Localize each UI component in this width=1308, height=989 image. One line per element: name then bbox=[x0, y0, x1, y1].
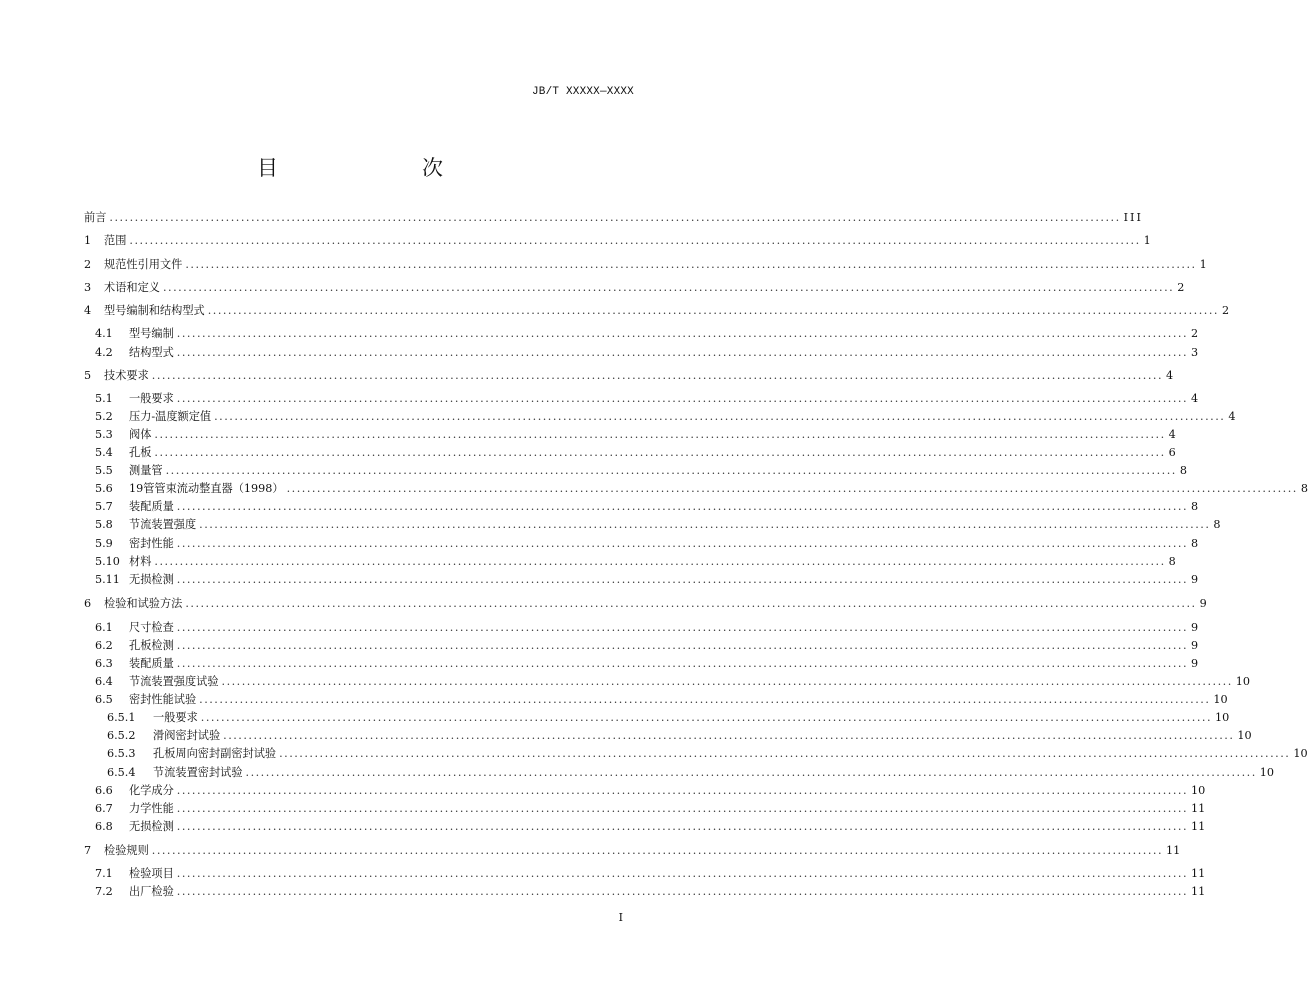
toc-entry-number: 4.1 bbox=[95, 327, 113, 340]
toc-dot-leader: ........................................................................................................................................................................................................ bbox=[176, 820, 1189, 833]
toc-entry-page: 10 bbox=[1191, 784, 1206, 797]
toc-entry[interactable] bbox=[95, 408, 1236, 426]
toc-entry-title: 技术要求 bbox=[104, 369, 149, 382]
toc-entry-title: 检验规则 bbox=[104, 844, 149, 857]
toc-entry-number: 5.2 bbox=[95, 410, 113, 423]
toc-entry-page: 8 bbox=[1213, 518, 1221, 531]
toc-entry[interactable] bbox=[107, 764, 1275, 782]
toc-entry-page: 10 bbox=[1237, 729, 1252, 742]
toc-entry-title: 节流装置强度试验 bbox=[129, 675, 219, 688]
toc-entry[interactable] bbox=[95, 655, 1199, 673]
toc-entry-title: 出厂检验 bbox=[129, 885, 174, 898]
toc-dot-leader: ........................................................................................................................................................................................................ bbox=[279, 747, 1291, 760]
toc-entry-page: 11 bbox=[1191, 885, 1206, 898]
toc-entry-number: 5.3 bbox=[95, 428, 113, 441]
toc-entry-title: 型号编制 bbox=[129, 327, 174, 340]
toc-entry-title: 结构型式 bbox=[129, 346, 174, 359]
toc-entry-title: 19管管束流动整直器（1998） bbox=[129, 482, 284, 495]
toc-entry-page: 8 bbox=[1191, 500, 1199, 513]
toc-entry-number: 1 bbox=[84, 234, 92, 247]
toc-entry-page: 10 bbox=[1293, 747, 1308, 760]
toc-entry-number: 6 bbox=[84, 597, 92, 610]
toc-entry-title: 材料 bbox=[129, 555, 152, 568]
toc-entry-page: 4 bbox=[1168, 428, 1176, 441]
toc-entry-page: 4 bbox=[1191, 392, 1199, 405]
toc-entry-page: 2 bbox=[1221, 304, 1230, 317]
toc-entry-number: 5.4 bbox=[95, 446, 113, 459]
toc-dot-leader: ........................................................................................................................................................................................................ bbox=[176, 346, 1189, 359]
toc-entry-number: 6.8 bbox=[95, 820, 113, 833]
toc-entry-title: 检验项目 bbox=[129, 867, 174, 880]
toc-entry-page: 10 bbox=[1213, 693, 1228, 706]
toc-entry-page: 2 bbox=[1177, 281, 1185, 294]
toc-entry[interactable] bbox=[95, 691, 1228, 709]
toc-entry-number: 5.6 bbox=[95, 482, 113, 495]
toc-entry[interactable] bbox=[95, 673, 1251, 691]
toc-dot-leader: ........................................................................................................................................................................................................ bbox=[151, 844, 1164, 857]
toc-dot-leader: ........................................................................................................................................................................................................ bbox=[176, 657, 1189, 670]
toc-dot-leader: ........................................................................................................................................................................................................ bbox=[154, 555, 1166, 568]
toc-dot-leader: ........................................................................................................................................................................................................ bbox=[207, 304, 1219, 317]
toc-dot-leader: ........................................................................................................................................................................................................ bbox=[176, 784, 1189, 797]
toc-entry-page: 11 bbox=[1191, 867, 1206, 880]
toc-entry-number: 2 bbox=[84, 258, 92, 271]
toc-dot-leader: ........................................................................................................................................................................................................ bbox=[176, 573, 1189, 586]
toc-entry[interactable] bbox=[95, 390, 1199, 408]
toc-entry-number: 6.4 bbox=[95, 675, 113, 688]
toc-entry[interactable] bbox=[95, 498, 1199, 516]
toc-entry-number: 6.7 bbox=[95, 802, 113, 815]
toc-entry-title: 节流装置密封试验 bbox=[153, 766, 243, 779]
document-code: JB/T XXXXX—XXXX bbox=[531, 86, 634, 98]
toc-dot-leader: ........................................................................................................................................................................................................ bbox=[176, 621, 1189, 634]
toc-entry-page: 6 bbox=[1168, 446, 1176, 459]
toc-entry-title: 型号编制和结构型式 bbox=[104, 304, 205, 317]
toc-entry[interactable] bbox=[84, 302, 1230, 320]
toc-entry-number: 6.6 bbox=[95, 784, 113, 797]
toc-entry-number: 5.8 bbox=[95, 518, 113, 531]
toc-entry-number: 5.11 bbox=[95, 573, 120, 586]
toc-dot-leader: ........................................................................................................................................................................................................ bbox=[151, 369, 1164, 382]
toc-dot-leader: ........................................................................................................................................................................................................ bbox=[176, 802, 1189, 815]
toc-entry[interactable] bbox=[95, 535, 1199, 553]
toc-dot-leader: ........................................................................................................................................................................................................ bbox=[176, 885, 1189, 898]
toc-entry-page: 3 bbox=[1191, 346, 1199, 359]
toc-entry-title: 阀体 bbox=[129, 428, 152, 441]
toc-dot-leader: ........................................................................................................................................................................................................ bbox=[176, 867, 1189, 880]
toc-dot-leader: ........................................................................................................................................................................................................ bbox=[154, 428, 1166, 441]
toc-entry-page: 9 bbox=[1199, 597, 1207, 610]
toc-entry[interactable] bbox=[95, 619, 1199, 637]
toc-entry-page: III bbox=[1123, 211, 1143, 224]
toc-dot-leader: ........................................................................................................................................................................................................ bbox=[223, 729, 1235, 742]
toc-entry[interactable] bbox=[95, 818, 1206, 836]
toc-entry[interactable] bbox=[95, 637, 1199, 655]
toc-entry-title: 无损检测 bbox=[129, 573, 174, 586]
toc-entry-title: 尺寸检查 bbox=[129, 621, 174, 634]
toc-entry-number: 7 bbox=[84, 844, 92, 857]
toc-entry-number: 5.5 bbox=[95, 464, 113, 477]
toc-entry-title: 孔板检测 bbox=[129, 639, 174, 652]
toc-entry-title: 压力-温度额定值 bbox=[129, 410, 212, 423]
toc-title: 目 次 bbox=[257, 156, 477, 180]
toc-dot-leader: ........................................................................................................................................................................................................ bbox=[199, 693, 1211, 706]
toc-entry-number: 6.5.2 bbox=[107, 729, 136, 742]
toc-entry-number: 6.5.4 bbox=[107, 766, 136, 779]
toc-entry-page: 8 bbox=[1300, 482, 1308, 495]
toc-entry-page: 8 bbox=[1191, 537, 1199, 550]
toc-entry[interactable] bbox=[95, 553, 1176, 571]
toc-entry-number: 5.1 bbox=[95, 392, 113, 405]
toc-entry-title: 装配质量 bbox=[129, 657, 174, 670]
toc-entry-number: 3 bbox=[84, 281, 92, 294]
toc-dot-leader: ........................................................................................................................................................................................................ bbox=[176, 392, 1189, 405]
toc-entry-number: 6.3 bbox=[95, 657, 113, 670]
toc-entry-number: 6.2 bbox=[95, 639, 113, 652]
toc-entry-number: 6.1 bbox=[95, 621, 113, 634]
toc-entry[interactable] bbox=[107, 745, 1308, 763]
toc-entry[interactable] bbox=[95, 444, 1176, 462]
toc-entry-page: 11 bbox=[1166, 844, 1181, 857]
toc-entry-page: 1 bbox=[1199, 258, 1207, 271]
toc-dot-leader: ........................................................................................................................................................................................................ bbox=[109, 211, 1121, 224]
toc-dot-leader: ........................................................................................................................................................................................................ bbox=[245, 766, 1257, 779]
toc-entry[interactable] bbox=[84, 256, 1207, 274]
toc-entry-page: 4 bbox=[1228, 410, 1236, 423]
toc-entry[interactable] bbox=[84, 842, 1181, 860]
toc-entry[interactable] bbox=[107, 727, 1252, 745]
toc-entry-title: 术语和定义 bbox=[104, 281, 160, 294]
toc-dot-leader: ........................................................................................................................................................................................................ bbox=[185, 597, 1197, 610]
toc-entry-page: 8 bbox=[1179, 464, 1187, 477]
toc-dot-leader: ........................................................................................................................................................................................................ bbox=[154, 446, 1166, 459]
toc-entry-title: 一般要求 bbox=[129, 392, 174, 405]
toc-entry[interactable] bbox=[95, 865, 1206, 883]
toc-entry[interactable] bbox=[95, 571, 1199, 589]
toc-entry-number: 5.7 bbox=[95, 500, 113, 513]
toc-entry[interactable] bbox=[84, 367, 1174, 385]
toc-dot-leader: ........................................................................................................................................................................................................ bbox=[162, 281, 1175, 294]
toc-entry[interactable] bbox=[84, 279, 1185, 297]
toc-dot-leader: ........................................................................................................................................................................................................ bbox=[286, 482, 1298, 495]
toc-entry-page: 9 bbox=[1191, 657, 1199, 670]
toc-dot-leader: ........................................................................................................................................................................................................ bbox=[176, 639, 1189, 652]
toc-entry[interactable] bbox=[95, 462, 1187, 480]
toc-entry-number: 7.1 bbox=[95, 867, 113, 880]
toc-entry[interactable] bbox=[95, 883, 1206, 901]
toc-entry-page: 10 bbox=[1215, 711, 1230, 724]
page-number: I bbox=[618, 911, 623, 924]
toc-entry-number: 4.2 bbox=[95, 346, 113, 359]
toc-entry-page: 10 bbox=[1259, 766, 1275, 779]
toc-entry-number: 5.10 bbox=[95, 555, 120, 568]
toc-dot-leader: ........................................................................................................................................................................................................ bbox=[176, 500, 1189, 513]
toc-entry-title: 节流装置强度 bbox=[129, 518, 197, 531]
toc-entry-number: 6.5 bbox=[95, 693, 113, 706]
toc-entry-title: 一般要求 bbox=[153, 711, 198, 724]
toc-entry-title: 孔板 bbox=[129, 446, 152, 459]
toc-dot-leader: ........................................................................................................................................................................................................ bbox=[221, 675, 1233, 688]
toc-entry[interactable] bbox=[84, 595, 1207, 613]
toc-dot-leader: ........................................................................................................................................................................................................ bbox=[200, 711, 1213, 724]
toc-entry-title: 范围 bbox=[104, 234, 127, 247]
toc-entry-page: 10 bbox=[1235, 675, 1251, 688]
toc-entry-title: 无损检测 bbox=[129, 820, 174, 833]
toc-entry-number: 4 bbox=[84, 304, 92, 317]
toc-entry-title: 密封性能 bbox=[129, 537, 174, 550]
toc-entry[interactable] bbox=[95, 480, 1308, 498]
toc-entry[interactable] bbox=[84, 232, 1151, 250]
toc-entry-title: 测量管 bbox=[129, 464, 163, 477]
toc-entry[interactable] bbox=[95, 516, 1221, 534]
toc-entry-page: 2 bbox=[1191, 327, 1199, 340]
toc-dot-leader: ........................................................................................................................................................................................................ bbox=[214, 410, 1226, 423]
toc-entry-page: 9 bbox=[1191, 621, 1199, 634]
toc-entry-title: 装配质量 bbox=[129, 500, 174, 513]
toc-entry[interactable] bbox=[95, 426, 1176, 444]
toc-entry-number: 6.5.3 bbox=[107, 747, 136, 760]
toc-entry-page: 9 bbox=[1191, 639, 1199, 652]
toc-dot-leader: ........................................................................................................................................................................................................ bbox=[199, 518, 1211, 531]
toc-entry[interactable] bbox=[95, 344, 1199, 362]
toc-dot-leader: ........................................................................................................................................................................................................ bbox=[129, 234, 1141, 247]
toc-entry-page: 8 bbox=[1168, 555, 1176, 568]
toc-entry-title: 孔板周向密封副密封试验 bbox=[153, 747, 277, 760]
toc-entry-page: 1 bbox=[1143, 234, 1151, 247]
toc-dot-leader: ........................................................................................................................................................................................................ bbox=[185, 258, 1197, 271]
toc-entry-page: 11 bbox=[1191, 820, 1206, 833]
toc-entry[interactable] bbox=[84, 209, 1143, 227]
toc-entry[interactable] bbox=[107, 709, 1230, 727]
toc-entry-title: 前言 bbox=[84, 211, 107, 224]
toc-entry-number: 5.9 bbox=[95, 537, 113, 550]
toc-entry-title: 化学成分 bbox=[129, 784, 174, 797]
toc-dot-leader: ........................................................................................................................................................................................................ bbox=[176, 537, 1189, 550]
toc-entry[interactable] bbox=[95, 782, 1206, 800]
toc-dot-leader: ........................................................................................................................................................................................................ bbox=[165, 464, 1177, 477]
toc-entry-title: 密封性能试验 bbox=[129, 693, 197, 706]
toc-entry-title: 滑阀密封试验 bbox=[153, 729, 221, 742]
toc-dot-leader: ........................................................................................................................................................................................................ bbox=[176, 327, 1189, 340]
toc-entry[interactable] bbox=[95, 325, 1199, 343]
toc-entry-page: 4 bbox=[1166, 369, 1174, 382]
toc-entry-number: 5 bbox=[84, 369, 92, 382]
toc-entry-title: 规范性引用文件 bbox=[104, 258, 183, 271]
toc-entry-title: 力学性能 bbox=[129, 802, 174, 815]
toc-entry-number: 6.5.1 bbox=[107, 711, 136, 724]
toc-entry[interactable] bbox=[95, 800, 1206, 818]
toc-entry-page: 9 bbox=[1191, 573, 1199, 586]
toc-entry-title: 检验和试验方法 bbox=[104, 597, 183, 610]
toc-entry-page: 11 bbox=[1191, 802, 1206, 815]
toc-entry-number: 7.2 bbox=[95, 885, 113, 898]
